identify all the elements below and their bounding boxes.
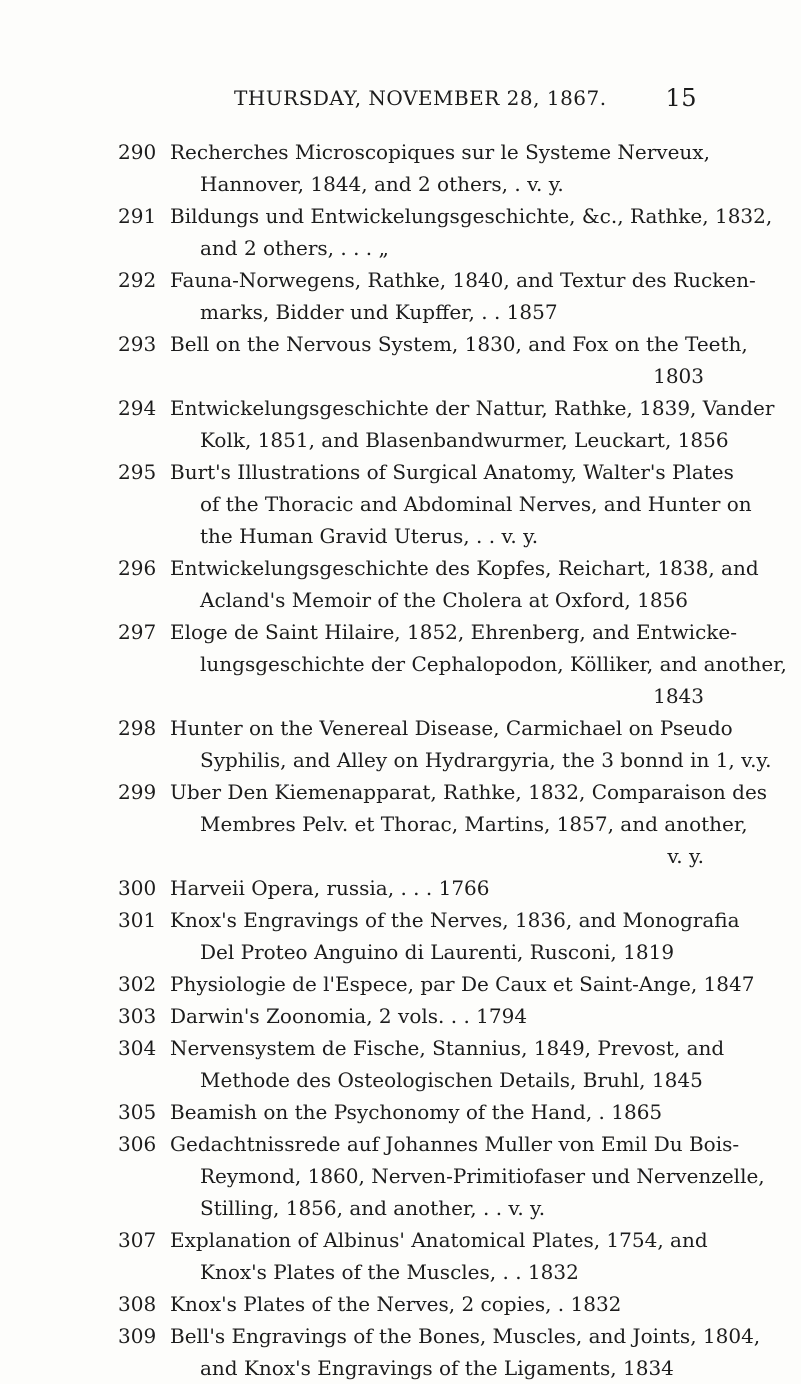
entry-text-line: Nervensystem de Fische, Stannius, 1849, Prevost, and [170,1036,725,1060]
entry-text-line: marks, Bidder und Kupffer, . . 1857 [200,300,558,324]
entry-text-line: Hunter on the Venereal Disease, Carmichael on Pseudo [170,716,733,740]
entry-text-line: Recherches Microscopiques sur le Systeme Nerveux, [170,140,710,164]
entry-text-line: Knox's Engravings of the Nerves, 1836, and Monografia [170,908,740,932]
entry-text-line: Eloge de Saint Hilaire, 1852, Ehrenberg, and Entwicke- [170,620,737,644]
entry-line [120,264,756,296]
entry-line [120,136,710,168]
lot-number: 291 [118,204,157,228]
entry-text-line: Bell's Engravings of the Bones, Muscles, and Joints, 1804, [170,1324,761,1348]
entry-line [120,712,733,744]
entry-line [120,744,772,776]
lot-number: 290 [118,140,157,164]
catalogue-entry [118,616,787,712]
entry-line [120,1192,704,1224]
entry-line [120,776,768,808]
entry-text-line: Kolk, 1851, and Blasenbandwurmer, Leuckart, 1856 [200,428,729,452]
lot-number: 293 [118,332,157,356]
catalogue-entry [118,552,759,616]
entry-text-line: v. y. [667,844,704,868]
lot-number: 308 [118,1292,157,1316]
entry-text-line: 1803 [653,364,704,388]
catalogue-entry [118,456,752,552]
entry-text-line: Knox's Plates of the Nerves, 2 copies, . 1832 [170,1292,622,1316]
entry-text-line: Del Proteo Anguino di Laurenti, Rusconi, 1819 [200,940,675,964]
entry-text-line: Entwickelungsgeschichte des Kopfes, Reichart, 1838, and [170,556,759,580]
entry-line [120,1032,725,1064]
entry-line [120,1352,704,1384]
catalogue-entry [118,904,740,968]
entry-line [120,648,787,680]
lot-number: 299 [118,780,157,804]
catalogue-entries [118,136,787,1384]
entry-text-line: Gedachtnissrede auf Johannes Muller von Emil Du Bois- [170,1132,740,1156]
lot-number: 292 [118,268,157,292]
lot-number: 304 [118,1036,157,1060]
lot-number: 303 [118,1004,157,1028]
entry-text-line: Bildungs und Entwickelungsgeschichte, &c., Rathke, 1832, [170,204,773,228]
catalogue-entry [120,1000,704,1032]
entry-line [120,968,755,1000]
entry-line [120,616,737,648]
entry-line [120,1064,704,1096]
catalogue-entry [118,712,772,776]
entry-line [120,584,704,616]
lot-number: 301 [118,908,157,932]
lot-number: 307 [118,1228,157,1252]
entry-line [120,552,759,584]
catalogue-entry [118,1128,765,1224]
lot-number: 295 [118,460,157,484]
entry-text-line: Uber Den Kiemenapparat, Rathke, 1832, Comparaison des [170,780,768,804]
entry-line [120,904,740,936]
entry-line [120,1096,704,1128]
entry-text-line: Explanation of Albinus' Anatomical Plates, 1754, and [170,1228,708,1252]
entry-line [120,424,729,456]
entry-text-line: Methode des Osteologischen Details, Bruhl, 1845 [200,1068,703,1092]
entry-line [120,808,748,840]
entry-line [120,296,704,328]
entry-text-line: Syphilis, and Alley on Hydrargyria, the 3 bonnd in 1, v.y. [200,748,772,772]
lot-number: 298 [118,716,157,740]
catalogue-entry [118,392,775,456]
entry-text-line: Stilling, 1856, and another, . . v. y. [200,1196,546,1220]
entry-line [120,1128,740,1160]
entry-text-line: Hannover, 1844, and 2 others, . v. y. [200,172,564,196]
lot-number: 297 [118,620,157,644]
entry-text-line: Entwickelungsgeschichte der Nattur, Rathke, 1839, Vander [170,396,775,420]
entry-line [120,488,752,520]
catalogue-entry [118,1032,725,1096]
catalogue-entry [120,1288,704,1320]
page-number: 15 [665,84,697,112]
lot-number: 296 [118,556,157,580]
entry-text-line: the Human Gravid Uterus, . . v. y. [200,524,539,548]
lot-number: 302 [118,972,157,996]
entry-line [120,456,734,488]
entry-text-line: Harveii Opera, russia, . . . 1766 [170,876,490,900]
entry-line [120,328,748,360]
catalogue-entry [118,776,768,872]
entry-text-line: and 2 others, . . . „ [200,236,389,260]
entry-text-line: lungsgeschichte der Cephalopodon, Kölliker, and another, [200,652,787,676]
entry-line [120,232,704,264]
entry-text-line: Burt's Illustrations of Surgical Anatomy, Walter's Plates [170,460,734,484]
entry-line [120,872,704,904]
entry-line [120,200,773,232]
entry-line [120,392,775,424]
entry-line [120,520,704,552]
catalogue-entry [118,1320,761,1384]
entry-text-line: 1843 [653,684,704,708]
entry-line [120,1224,708,1256]
entry-text-line: Knox's Plates of the Muscles, . . 1832 [200,1260,579,1284]
catalogue-entry [118,136,710,200]
entry-line [120,1320,761,1352]
entry-line [120,1288,704,1320]
entry-text-line: and Knox's Engravings of the Ligaments, 1834 [200,1356,674,1380]
lot-number: 300 [118,876,157,900]
catalogue-entry [120,872,704,904]
lot-number: 309 [118,1324,157,1348]
catalogue-entry [118,264,756,328]
entry-line [120,1256,704,1288]
entry-text-line: of the Thoracic and Abdominal Nerves, and Hunter on [200,492,752,516]
catalogue-entry [118,200,773,264]
entry-text-line: Physiologie de l'Espece, par De Caux et Saint-Ange, 1847 [170,972,755,996]
catalogue-entry [118,968,755,1000]
entry-text-line: Reymond, 1860, Nerven-Primitiofaser und Nervenzelle, [200,1164,765,1188]
entry-text-line: Membres Pelv. et Thorac, Martins, 1857, and another, [200,812,748,836]
entry-line [120,840,704,872]
entry-line [120,168,704,200]
entry-text-line: Darwin's Zoonomia, 2 vols. . . 1794 [170,1004,528,1028]
catalogue-entry [120,1096,704,1128]
lot-number: 305 [118,1100,157,1124]
entry-text-line: Bell on the Nervous System, 1830, and Fox on the Teeth, [170,332,748,356]
entry-line [120,1160,765,1192]
entry-line [120,936,704,968]
catalogue-entry [118,328,748,392]
entry-text-line: Fauna-Norwegens, Rathke, 1840, and Textur des Rucken- [170,268,756,292]
page-header [234,86,697,116]
entry-text-line: Beamish on the Psychonomy of the Hand, . 1865 [170,1100,663,1124]
entry-line [120,360,704,392]
entry-text-line: Acland's Memoir of the Cholera at Oxford, 1856 [200,588,689,612]
header-title: THURSDAY, NOVEMBER 28, 1867. [234,86,607,110]
entry-line [120,680,704,712]
lot-number: 306 [118,1132,157,1156]
lot-number: 294 [118,396,157,420]
catalogue-entry [118,1224,708,1288]
entry-line [120,1000,704,1032]
